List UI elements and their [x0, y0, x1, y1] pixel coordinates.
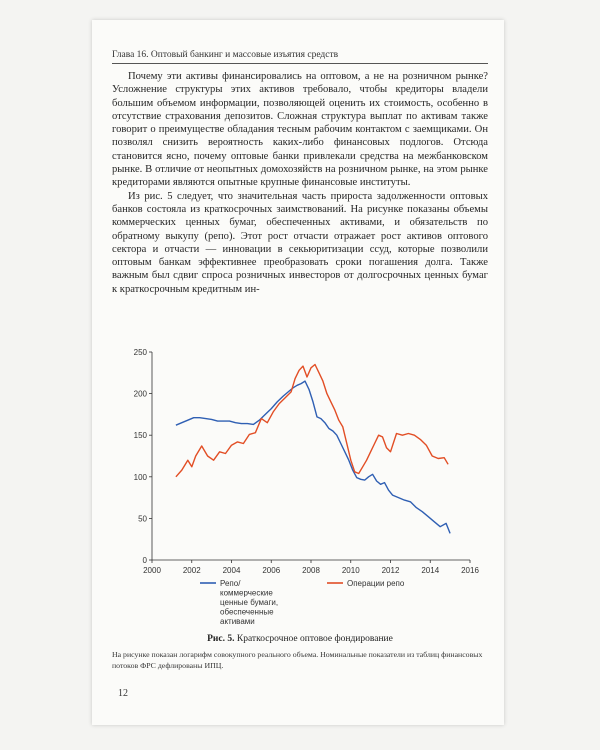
- y-tick-label: 0: [142, 556, 147, 565]
- running-header: Глава 16. Оптовый банкинг и массовые изъятия средств: [112, 50, 339, 60]
- x-tick-label: 2004: [222, 566, 241, 575]
- header-rule: [112, 63, 488, 64]
- chart-legend: [200, 579, 405, 626]
- y-tick-label: 100: [133, 472, 147, 482]
- figure-caption: [112, 634, 488, 644]
- x-tick-label: 2014: [421, 566, 440, 575]
- x-tick-label: 2000: [143, 566, 161, 575]
- series-line-abcp: [176, 381, 450, 533]
- x-tick-label: 2006: [262, 566, 281, 575]
- paragraph-2: Из рис. 5 следует, что значительная часть прироста задолженности оптовых банков состояла из краткосрочных заимствований. На рисунке показаны объемы коммерческих ценных бумаг, обеспеченных активами, и обязательств по обратному выкупу (репо). Этот рост отчасти отражает рост активов оптового сектора и отчасти — инновации в секьюритизации ссуд, которые позволили оптовым банкам эффективнее преобразовать сроки погашения долга. Также важным был сдвиг спроса розничных инвесторов от долгосрочных ценных бумаг к краткосрочным кредитным ин-: [112, 190, 488, 295]
- legend-label-line: ценные бумаги,: [220, 598, 279, 607]
- x-tick-label: 2002: [182, 566, 201, 575]
- legend-label-line: активами: [220, 617, 255, 626]
- paragraph-1: Почему эти активы финансировались на оптовом, а не на розничном рынке? Усложнение структуры этих активов требовало, чтобы кредиторы владели большим объемом информации, позволяющей оценить их стоимость, особенно в отсутствие страхования депозитов. Сложная структура выплат по активам также говорит о преимуществе обладания тесным рабочим контактом с заемщиками. Он позволял снизить вероятность каких-либо финансовых подлогов. Отсюда становится ясно, почему оптовые банки привлекали средства на межбанковском рынке. В отличие от неопытных домохозяйств на розничном рынке, на этом рынке кредиторами являются опытные крупные финансовые институты.: [112, 71, 488, 189]
- body-text: [112, 70, 488, 296]
- page-number: 12: [118, 688, 128, 699]
- y-tick-label: 50: [138, 514, 147, 524]
- legend-label-abcp: [220, 579, 278, 626]
- y-tick-label: 200: [133, 389, 147, 399]
- x-tick-label: 2010: [341, 566, 360, 575]
- figure-label: Рис. 5.: [207, 634, 235, 644]
- chart-series: [176, 365, 450, 534]
- legend-label-line: обеспеченные: [220, 607, 274, 617]
- line-chart: [112, 340, 492, 632]
- legend-label-line: коммерческие: [220, 588, 273, 598]
- chart-axes: [134, 348, 480, 575]
- figure-note: На рисунке показан логарифм совокупного реального объема. Номинальные показатели из таблиц финансовых потоков ФРС дефлированы ИПЦ.: [112, 650, 483, 670]
- figure-caption-text: Краткосрочное оптовое фондирование: [236, 634, 393, 644]
- x-tick-label: 2008: [302, 566, 320, 575]
- y-tick-label: 250: [133, 348, 147, 357]
- x-tick-label: 2012: [381, 566, 400, 575]
- legend-label-repo: Операции репо: [347, 579, 405, 588]
- y-tick-label: 150: [133, 431, 147, 441]
- legend-label-line: Репо/: [220, 579, 241, 588]
- x-tick-label: 2016: [461, 566, 479, 575]
